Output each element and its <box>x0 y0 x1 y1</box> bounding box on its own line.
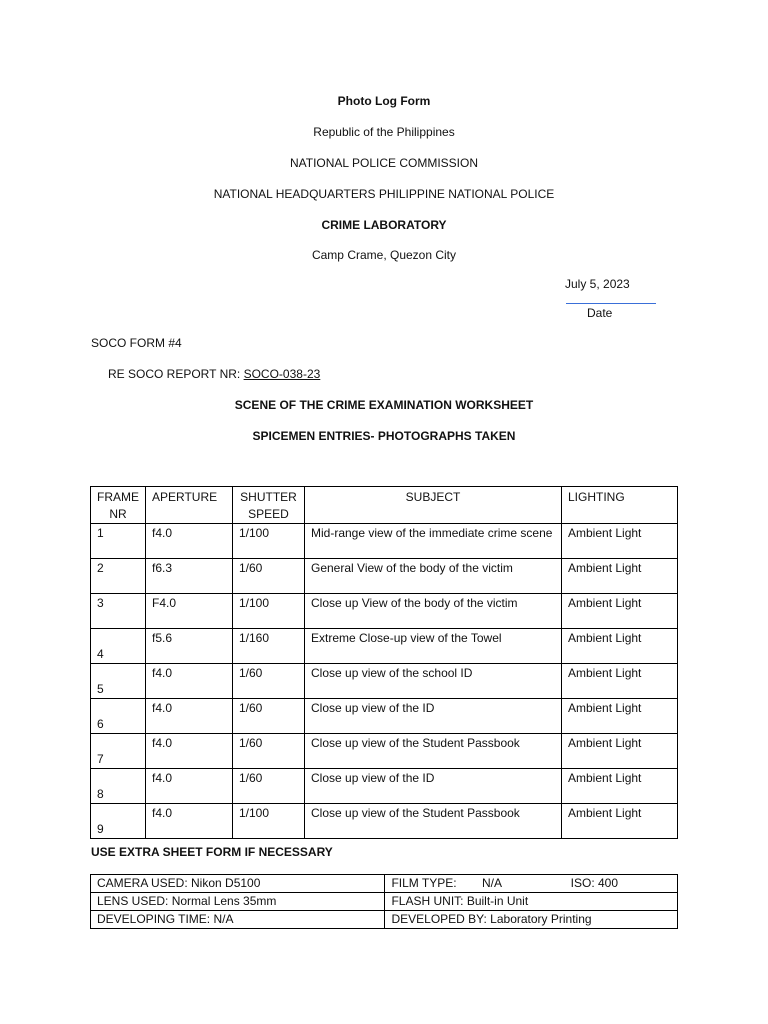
republic-line: Republic of the Philippines <box>313 125 455 139</box>
subject-cell: Mid-range view of the immediate crime scene <box>305 524 562 559</box>
shutter-cell: 1/100 <box>233 804 305 839</box>
report-number: SOCO-038-23 <box>243 367 321 381</box>
shutter-cell: 1/100 <box>233 524 305 559</box>
film-type-cell <box>385 875 678 893</box>
lighting-cell: Ambient Light <box>562 524 678 559</box>
lighting-cell: Ambient Light <box>562 629 678 664</box>
frame-cell: 1 <box>91 524 146 559</box>
form-title: Photo Log Form <box>337 94 431 108</box>
equipment-row <box>91 911 678 929</box>
photo-entries-table <box>90 486 678 839</box>
entries-title: SPICEMEN ENTRIES- PHOTOGRAPHS TAKEN <box>252 429 516 443</box>
aperture-cell: f4.0 <box>146 699 233 734</box>
equipment-table <box>90 874 678 929</box>
lighting-cell: Ambient Light <box>562 699 678 734</box>
aperture-cell: f5.6 <box>146 629 233 664</box>
date-label: Date <box>587 306 613 320</box>
location-line: Camp Crame, Quezon City <box>311 248 457 262</box>
lighting-cell: Ambient Light <box>562 734 678 769</box>
subject-cell: General View of the body of the victim <box>305 559 562 594</box>
equipment-row <box>91 875 678 893</box>
table-row <box>91 699 678 734</box>
table-row <box>91 734 678 769</box>
shutter-cell: 1/160 <box>233 629 305 664</box>
col-header-frame: FRAME NR <box>91 487 146 524</box>
aperture-cell: f4.0 <box>146 804 233 839</box>
table-row <box>91 804 678 839</box>
aperture-cell: f4.0 <box>146 734 233 769</box>
subject-cell: Extreme Close-up view of the Towel <box>305 629 562 664</box>
frame-cell: 6 <box>91 699 146 734</box>
shutter-cell: 1/60 <box>233 769 305 804</box>
lighting-cell: Ambient Light <box>562 559 678 594</box>
aperture-cell: f4.0 <box>146 769 233 804</box>
aperture-cell: f6.3 <box>146 559 233 594</box>
col-header-subject: SUBJECT <box>305 487 562 524</box>
report-line <box>108 367 320 381</box>
frame-cell: 2 <box>91 559 146 594</box>
aperture-cell: f4.0 <box>146 524 233 559</box>
col-header-aperture: APERTURE <box>146 487 233 524</box>
col-header-shutter: SHUTTER SPEED <box>233 487 305 524</box>
table-row <box>91 594 678 629</box>
worksheet-title: SCENE OF THE CRIME EXAMINATION WORKSHEET <box>234 398 534 412</box>
subject-cell: Close up view of the Student Passbook <box>305 804 562 839</box>
frame-cell: 3 <box>91 594 146 629</box>
shutter-cell: 1/60 <box>233 559 305 594</box>
table-header-row <box>91 487 678 524</box>
equipment-row <box>91 893 678 911</box>
aperture-cell: F4.0 <box>146 594 233 629</box>
table-row <box>91 664 678 699</box>
frame-cell: 4 <box>91 629 146 664</box>
frame-cell: 5 <box>91 664 146 699</box>
subject-cell: Close up view of the school ID <box>305 664 562 699</box>
soco-form-number: SOCO FORM #4 <box>91 336 182 350</box>
table-row <box>91 524 678 559</box>
lighting-cell: Ambient Light <box>562 769 678 804</box>
lighting-cell: Ambient Light <box>562 594 678 629</box>
film-type-label: FILM TYPE: <box>391 876 457 890</box>
developed-by: DEVELOPED BY: Laboratory Printing <box>385 911 678 929</box>
shutter-cell: 1/60 <box>233 734 305 769</box>
lens-used: LENS USED: Normal Lens 35mm <box>91 893 385 911</box>
aperture-cell: f4.0 <box>146 664 233 699</box>
date-value: July 5, 2023 <box>565 277 630 291</box>
table-row <box>91 629 678 664</box>
lighting-cell: Ambient Light <box>562 804 678 839</box>
lighting-cell: Ambient Light <box>562 664 678 699</box>
subject-cell: Close up View of the body of the victim <box>305 594 562 629</box>
hq-line: NATIONAL HEADQUARTERS PHILIPPINE NATIONAL POLICE <box>213 187 555 201</box>
subject-cell: Close up view of the Student Passbook <box>305 734 562 769</box>
lab-line: CRIME LABORATORY <box>321 218 447 232</box>
table-row <box>91 559 678 594</box>
flash-unit: FLASH UNIT: Built-in Unit <box>385 893 678 911</box>
camera-used: CAMERA USED: Nikon D5100 <box>91 875 385 893</box>
commission-line: NATIONAL POLICE COMMISSION <box>289 156 479 170</box>
subject-cell: Close up view of the ID <box>305 769 562 804</box>
film-type-value: N/A <box>481 876 502 890</box>
developing-time: DEVELOPING TIME: N/A <box>91 911 385 929</box>
shutter-cell: 1/100 <box>233 594 305 629</box>
iso-value: ISO: 400 <box>570 876 619 890</box>
date-underline <box>566 303 656 304</box>
report-label: RE SOCO REPORT NR: <box>108 367 244 381</box>
table-row <box>91 769 678 804</box>
shutter-cell: 1/60 <box>233 664 305 699</box>
subject-cell: Close up view of the ID <box>305 699 562 734</box>
frame-cell: 8 <box>91 769 146 804</box>
extra-sheet-note: USE EXTRA SHEET FORM IF NECESSARY <box>91 845 333 859</box>
frame-cell: 9 <box>91 804 146 839</box>
shutter-cell: 1/60 <box>233 699 305 734</box>
frame-cell: 7 <box>91 734 146 769</box>
col-header-lighting: LIGHTING <box>562 487 678 524</box>
